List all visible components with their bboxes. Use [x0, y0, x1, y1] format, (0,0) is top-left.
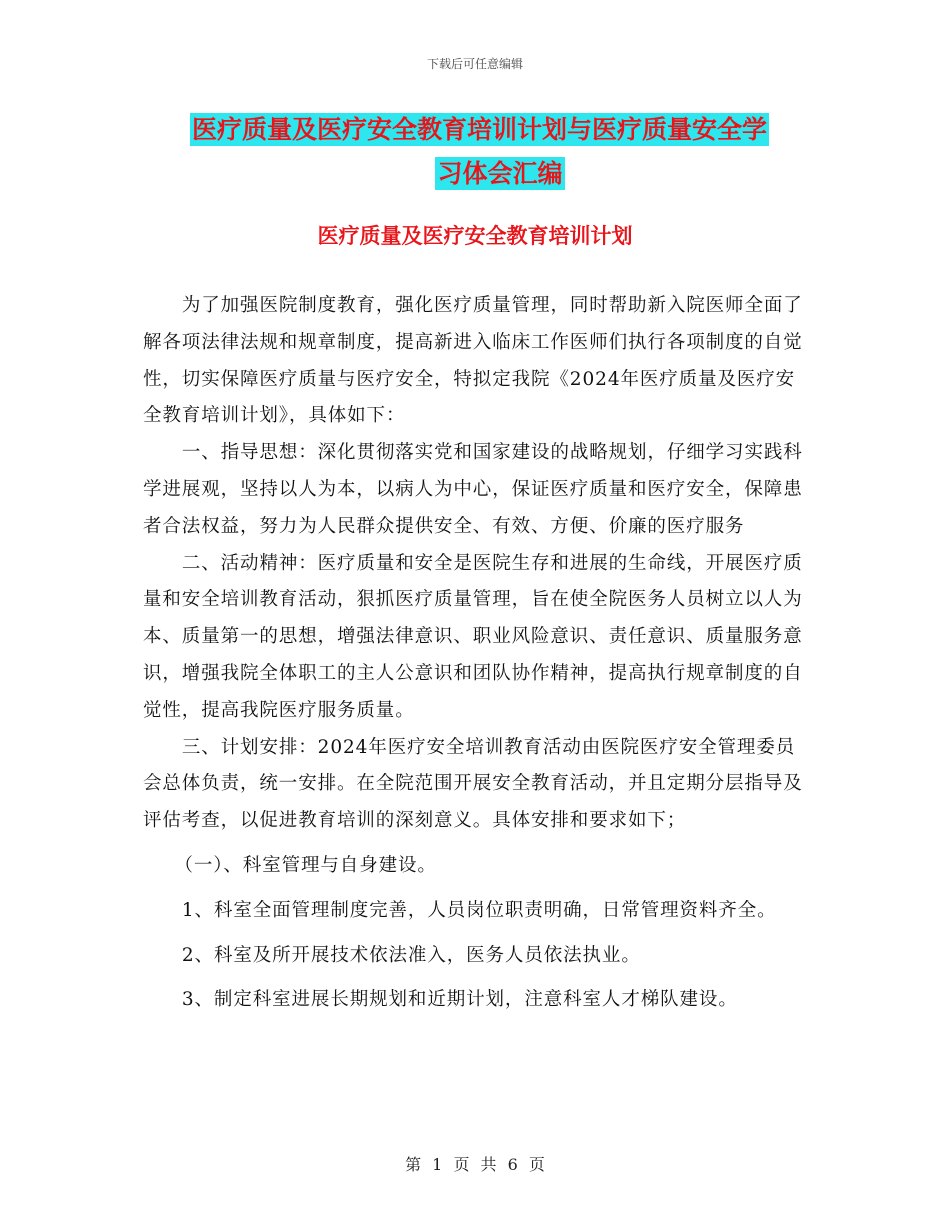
document-title-line1: 医疗质量及医疗安全教育培训计划与医疗质量安全学 [192, 115, 768, 144]
paragraph-intro: 为了加强医院制度教育，强化医疗质量管理，同时帮助新入院医师全面了解各项法律法规和规章制度，提高新进入临床工作医师们执行各项制度的自觉性，切实保障医疗质量与医疗安全，特拟定我院《2024年医疗质量及医疗安全教育培训计划》，具体如下： [143, 295, 803, 427]
paragraph-activity-spirit: 二、活动精神：医疗质量和安全是医院生存和进展的生命线，开展医疗质量和安全培训教育活动，狠抓医疗质量管理，旨在使全院医务人员树立以人为本、质量第一的思想，增强法律意识、职业风险意识、责任意识、质量服务意识，增强我院全体职工的主人公意识和团队协作精神，提高执行规章制度的自觉性，提高我院医疗服务质量。 [143, 552, 803, 721]
paragraph-subsection-heading: （一）、科室管理与自身建设。 [174, 854, 437, 876]
page-footer: 第 1 页 共 6 页 [405, 1155, 545, 1174]
paragraph-guiding-ideology: 一、指导思想：深化贯彻落实党和国家建设的战略规划，仔细学习实践科学进展观，坚持以人为本，以病人为中心，保证医疗质量和医疗安全，保障患者合法权益，努力为人民群众提供安全、有效、方便、价廉的医疗服务 [143, 442, 803, 537]
header-note: 下载后可任意编辑 [426, 57, 523, 71]
paragraph-item-1: 1、科室全面管理制度完善，人员岗位职责明确，日常管理资料齐全。 [181, 899, 777, 921]
document-title [190, 108, 810, 196]
section-title: 医疗质量及医疗安全教育培训计划 [317, 224, 633, 248]
document-title-line2: 习体会汇编 [437, 159, 563, 188]
paragraph-item-3: 3、制定科室进展长期规划和近期计划，注意科室人才梯队建设。 [181, 989, 738, 1011]
body-text [143, 288, 808, 1019]
paragraph-plan-arrangement: 三、计划安排：2024年医疗安全培训教育活动由医院医疗安全管理委员会总体负责，统一安排。在全院范围开展安全教育活动，并且定期分层指导及评估考查，以促进教育培训的深刻意义。具体安排和要求如下； [143, 736, 803, 832]
paragraph-item-2: 2、科室及所开展技术依法准入，医务人员依法执业。 [181, 944, 641, 966]
